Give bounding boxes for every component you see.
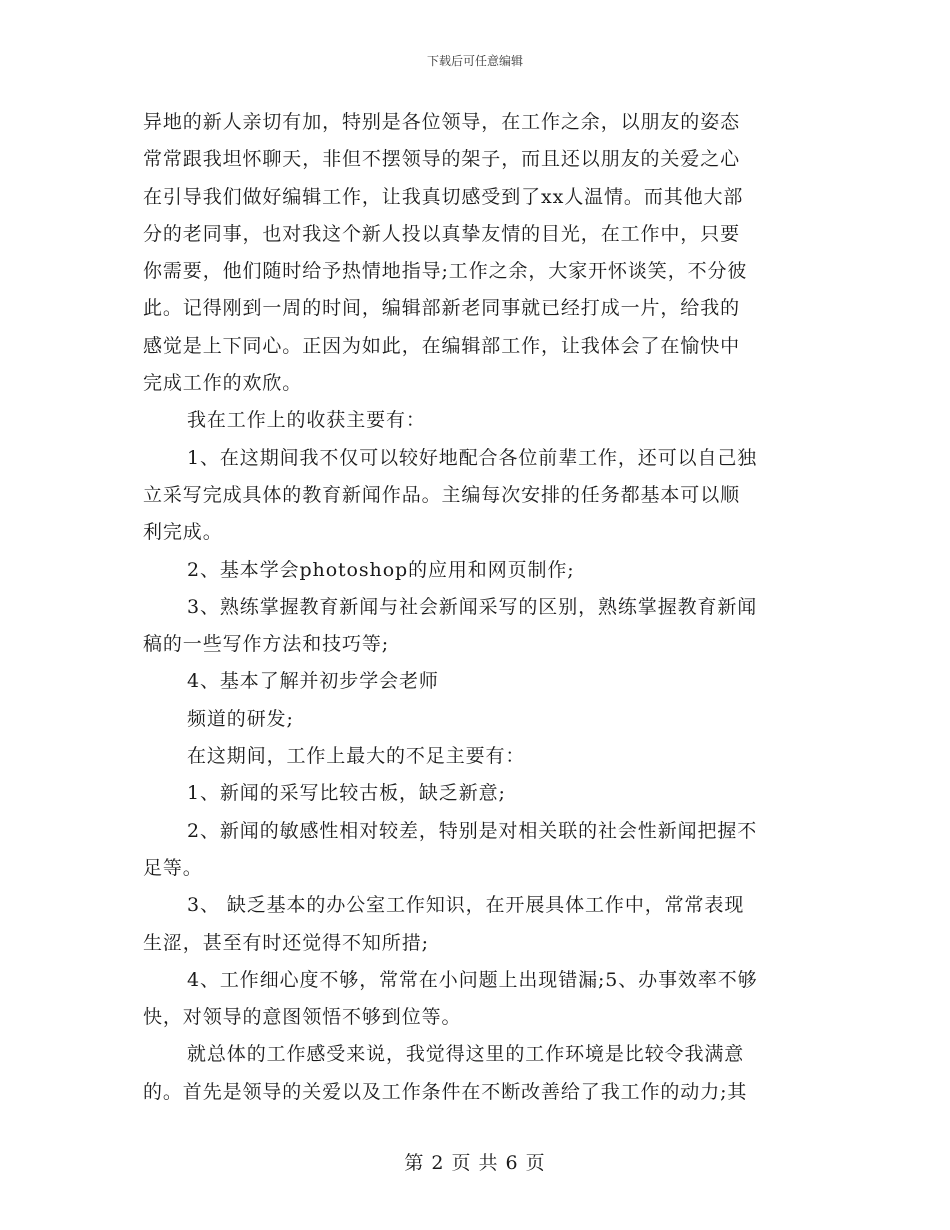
text-line: 快，对领导的意图领悟不够到位等。 [143,1006,462,1029]
text-line: 2、基本学会photoshop的应用和网页制作; [187,558,575,581]
text-line: 立采写完成具体的教育新闻作品。主编每次安排的任务都基本可以顺 [143,483,741,506]
text-line: 常常跟我坦怀聊天，非但不摆领导的架子，而且还以朋友的关爱之心 [143,148,741,171]
text-line: 在这期间，工作上最大的不足主要有： [187,745,526,768]
text-line: 在引导我们做好编辑工作，让我真切感受到了xx人温情。而其他大部 [143,185,744,208]
text-line: 足等。 [143,856,203,879]
text-line: 生涩，甚至有时还觉得不知所措; [143,931,429,954]
text-line: 完成工作的欢欣。 [143,372,303,395]
text-line: 频道的研发; [187,707,294,730]
text-line: 3、 缺乏基本的办公室工作知识，在开展具体工作中，常常表现 [187,894,745,917]
text-line: 你需要，他们随时给予热情地指导;工作之余，大家开怀谈笑，不分彼 [143,260,748,283]
text-line: 就总体的工作感受来说，我觉得这里的工作环境是比较令我满意 [187,1043,745,1066]
text-line: 分的老同事，也对我这个新人投以真挚友情的目光，在工作中，只要 [143,222,741,245]
document-body [143,104,813,1111]
page-header: 下载后可任意编辑 [426,54,523,68]
text-line: 1、在这期间我不仅可以较好地配合各位前辈工作，还可以自己独 [187,446,758,469]
text-line: 1、新闻的采写比较古板，缺乏新意; [187,782,506,805]
text-line: 此。记得刚到一周的时间，编辑部新老同事就已经打成一片，给我的 [143,297,741,320]
text-line: 3、熟练掌握教育新闻与社会新闻采写的区别，熟练掌握教育新闻 [187,595,758,618]
text-line: 我在工作上的收获主要有： [187,409,426,432]
text-line: 稿的一些写作方法和技巧等; [143,633,390,656]
text-line: 4、工作细心度不够，常常在小问题上出现错漏;5、办事效率不够 [187,968,758,991]
text-line: 4、基本了解并初步学会老师 [187,670,439,693]
text-line: 异地的新人亲切有加，特别是各位领导，在工作之余，以朋友的姿态 [143,111,741,133]
page-footer: 第 2 页 共 6 页 [404,1152,546,1174]
text-line: 感觉是上下同心。正因为如此，在编辑部工作，让我体会了在愉快中 [143,334,741,357]
text-line: 的。首先是领导的关爱以及工作条件在不断改善给了我工作的动力;其 [143,1080,748,1103]
text-line: 2、新闻的敏感性相对较差，特别是对相关联的社会性新闻把握不 [187,819,758,842]
text-line: 利完成。 [143,521,223,544]
